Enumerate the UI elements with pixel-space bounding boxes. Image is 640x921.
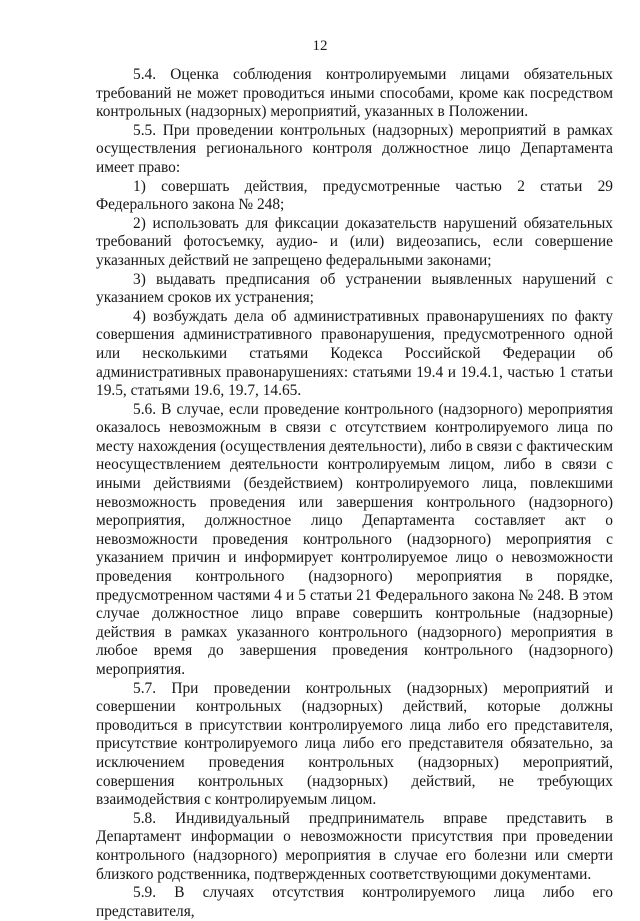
paragraph-5-9: 5.9. В случаях отсутствия контролируемого лица либо его представителя, bbox=[96, 884, 613, 920]
page-number: 12 bbox=[312, 38, 328, 54]
paragraph-5-4: 5.4. Оценка соблюдения контролируемыми лицами обязательных требований не может проводиться иными способами, кроме как посредством контрольных (надзорных) мероприятий, указанных в Положении. bbox=[96, 66, 613, 121]
paragraph-5-5: 5.5. При проведении контрольных (надзорных) мероприятий в рамках осуществления регионального контроля должностное лицо Департамента имеет право: bbox=[96, 121, 613, 176]
paragraph-5-6: 5.6. В случае, если проведение контрольного (надзорного) мероприятия оказалось невозможным в связи с отсутствием контролируемого лица по месту нахождения (осуществления деятельности), либо в связи с фактическим неосуществлением деятельности контролируемым лицом, либо в связи с иными действиями (бездействием) контролируемого лица, повлекшими невозможность проведения или завершения контрольного (надзорного) мероприятия, должностное лицо Департамента составляет акт о невозможности проведения контрольного (надзорного) мероприятия с указанием причин и информирует контролируемое лицо о невозможности проведения контрольного (надзорного) мероприятия в порядке, предусмотренном частями 4 и 5 статьи 21 Федерального закона № 248. В этом случае должностное лицо вправе совершить контрольные (надзорные) действия в рамках указанного контрольного (надзорного) мероприятия в любое время до завершения проведения контрольного (надзорного) мероприятия. bbox=[96, 400, 613, 678]
list-item-2: 2) использовать для фиксации доказательств нарушений обязательных требований фотосъемку, аудио- и (или) видеозапись, если совершение указанных действий не запрещено федеральными законами; bbox=[96, 214, 613, 269]
list-item-3: 3) выдавать предписания об устранении выявленных нарушений с указанием сроков их устранения; bbox=[96, 270, 613, 307]
paragraph-5-8: 5.8. Индивидуальный предприниматель вправе представить в Департамент информации о невозможности присутствия при проведении контрольного (надзорного) мероприятия в случае его болезни или смерти близкого родственника, подтвержденных соответствующими документами. bbox=[96, 809, 613, 883]
list-item-1: 1) совершать действия, предусмотренные частью 2 статьи 29 Федерального закона № 248; bbox=[96, 177, 613, 214]
paragraph-5-7: 5.7. При проведении контрольных (надзорных) мероприятий и совершении контрольных (надзорных) действий, которые должны проводиться в присутствии контролируемого лица либо его представителя, присутствие контролируемого лица либо его представителя обязательно, за исключением проведения контрольных (надзорных) мероприятий, совершения контрольных (надзорных) действий, не требующих взаимодействия с контролируемым лицом. bbox=[96, 679, 613, 809]
list-item-4: 4) возбуждать дела об административных правонарушениях по факту совершения административного правонарушения, предусмотренного одной или несколькими статьями Кодекса Российской Федерации об административных правонарушениях: статьями 19.4 и 19.4.1, частью 1 статьи 19.5, статьями 19.6, 19.7, 14.65. bbox=[96, 307, 613, 400]
document-body bbox=[96, 66, 613, 921]
